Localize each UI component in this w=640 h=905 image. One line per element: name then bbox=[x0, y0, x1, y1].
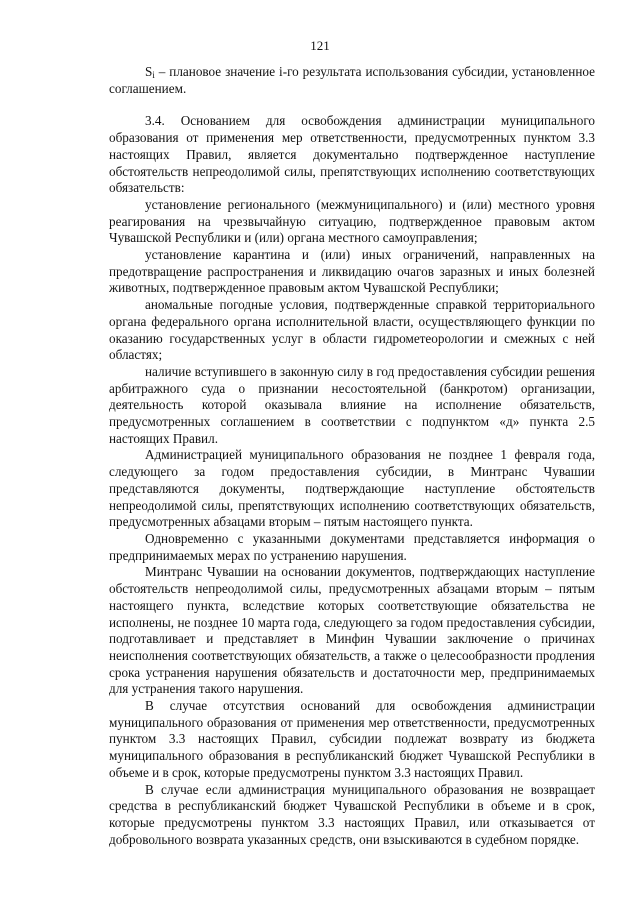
paragraph-section-3-4: 3.4. Основанием для освобождения администрации муниципального образования от применения мер ответственности, предусмотренных пунктом 3.3 настоящих Правил, является документально подтвержденное наступление обстоятельств непреодолимой силы, препятствующих исполнению соответствующих обязательств: bbox=[109, 113, 595, 196]
paragraph-formula-definition bbox=[109, 64, 595, 97]
paragraph-court-recovery: В случае если администрация муниципального образования не возвращает средства в республиканский бюджет Чувашской Республики в объеме и в срок, которые предусмотрены пунктом 3.3 настоящих Правил, или отказывается от добровольного возврата указанных средств, они взыскиваются в судебном порядке. bbox=[109, 781, 595, 847]
paragraph-emergency-regime: установление регионального (межмуниципального) и (или) местного уровня реагирования на чрезвычайную ситуацию, подтвержденное правовым актом Чувашской Республики и (или) органа местного самоуправления; bbox=[109, 196, 595, 246]
paragraph-remedy-info: Одновременно с указанными документами представляется информация о предпринимаемых мерах по устранению нарушения. bbox=[109, 530, 595, 563]
paragraph-mintrans-conclusion: Минтранс Чувашии на основании документов, подтверждающих наступление обстоятельств непреодолимой силы, предусмотренных абзацами вторым – пятым настоящего пункта, вследствие которых соответствующие обязательства не исполнены, не позднее 10 марта года, следующего за годом предоставления субсидии, подготавливает и представляет в Минфин Чувашии заключение о причинах неисполнения соответствующих обязательств, а также о целесообразности продления срока устранения нарушения обязательств и достаточности мер, предпринимаемых для устранения такого нарушения. bbox=[109, 564, 595, 697]
paragraph-bankruptcy: наличие вступившего в законную силу в год предоставления субсидии решения арбитражного суда о признании несостоятельной (банкротом) организации, деятельность которой оказывала влияние на исполнение обязательств, предусмотренных соглашением в соответствии с подпунктом «д» пункта 2.5 настоящих Правил. bbox=[109, 363, 595, 446]
paragraph-document-submission: Администрацией муниципального образования не позднее 1 февраля года, следующего за годом предоставления субсидии, в Минтранс Чувашии представляются документы, подтверждающие наступление обстоятельств непреодолимой силы, препятствующих исполнению соответствующих обязательств, предусмотренных абзацами вторым – пятым настоящего пункта. bbox=[109, 447, 595, 530]
page-number: 121 bbox=[310, 38, 330, 53]
variable-subscript: i bbox=[152, 70, 155, 80]
document-body bbox=[109, 64, 595, 848]
paragraph-weather-conditions: аномальные погодные условия, подтвержденные справкой территориального органа федерального органа исполнительной власти, осуществляющего функции по оказанию государственных услуг в области гидрометеорологии и смежных с ней областях; bbox=[109, 297, 595, 363]
paragraph-subsidy-return: В случае отсутствия оснований для освобождения администрации муниципального образования от применения мер ответственности, предусмотренных пунктом 3.3 настоящих Правил, субсидии подлежат возврату из бюджета муниципального образования в республиканский бюджет Чувашской Республики в объеме и в срок, которые предусмотрены пунктом 3.3 настоящих Правил. bbox=[109, 698, 595, 780]
paragraph-quarantine: установление карантина и (или) иных ограничений, направленных на предотвращение распространения и ликвидацию очагов заразных и иных болезней животных, подтвержденное правовым актом Чувашской Республики; bbox=[109, 247, 595, 296]
variable-symbol: S bbox=[145, 64, 153, 79]
variable-definition: – плановое значение i-го результата использования субсидии, установленное соглашением. bbox=[109, 64, 595, 96]
